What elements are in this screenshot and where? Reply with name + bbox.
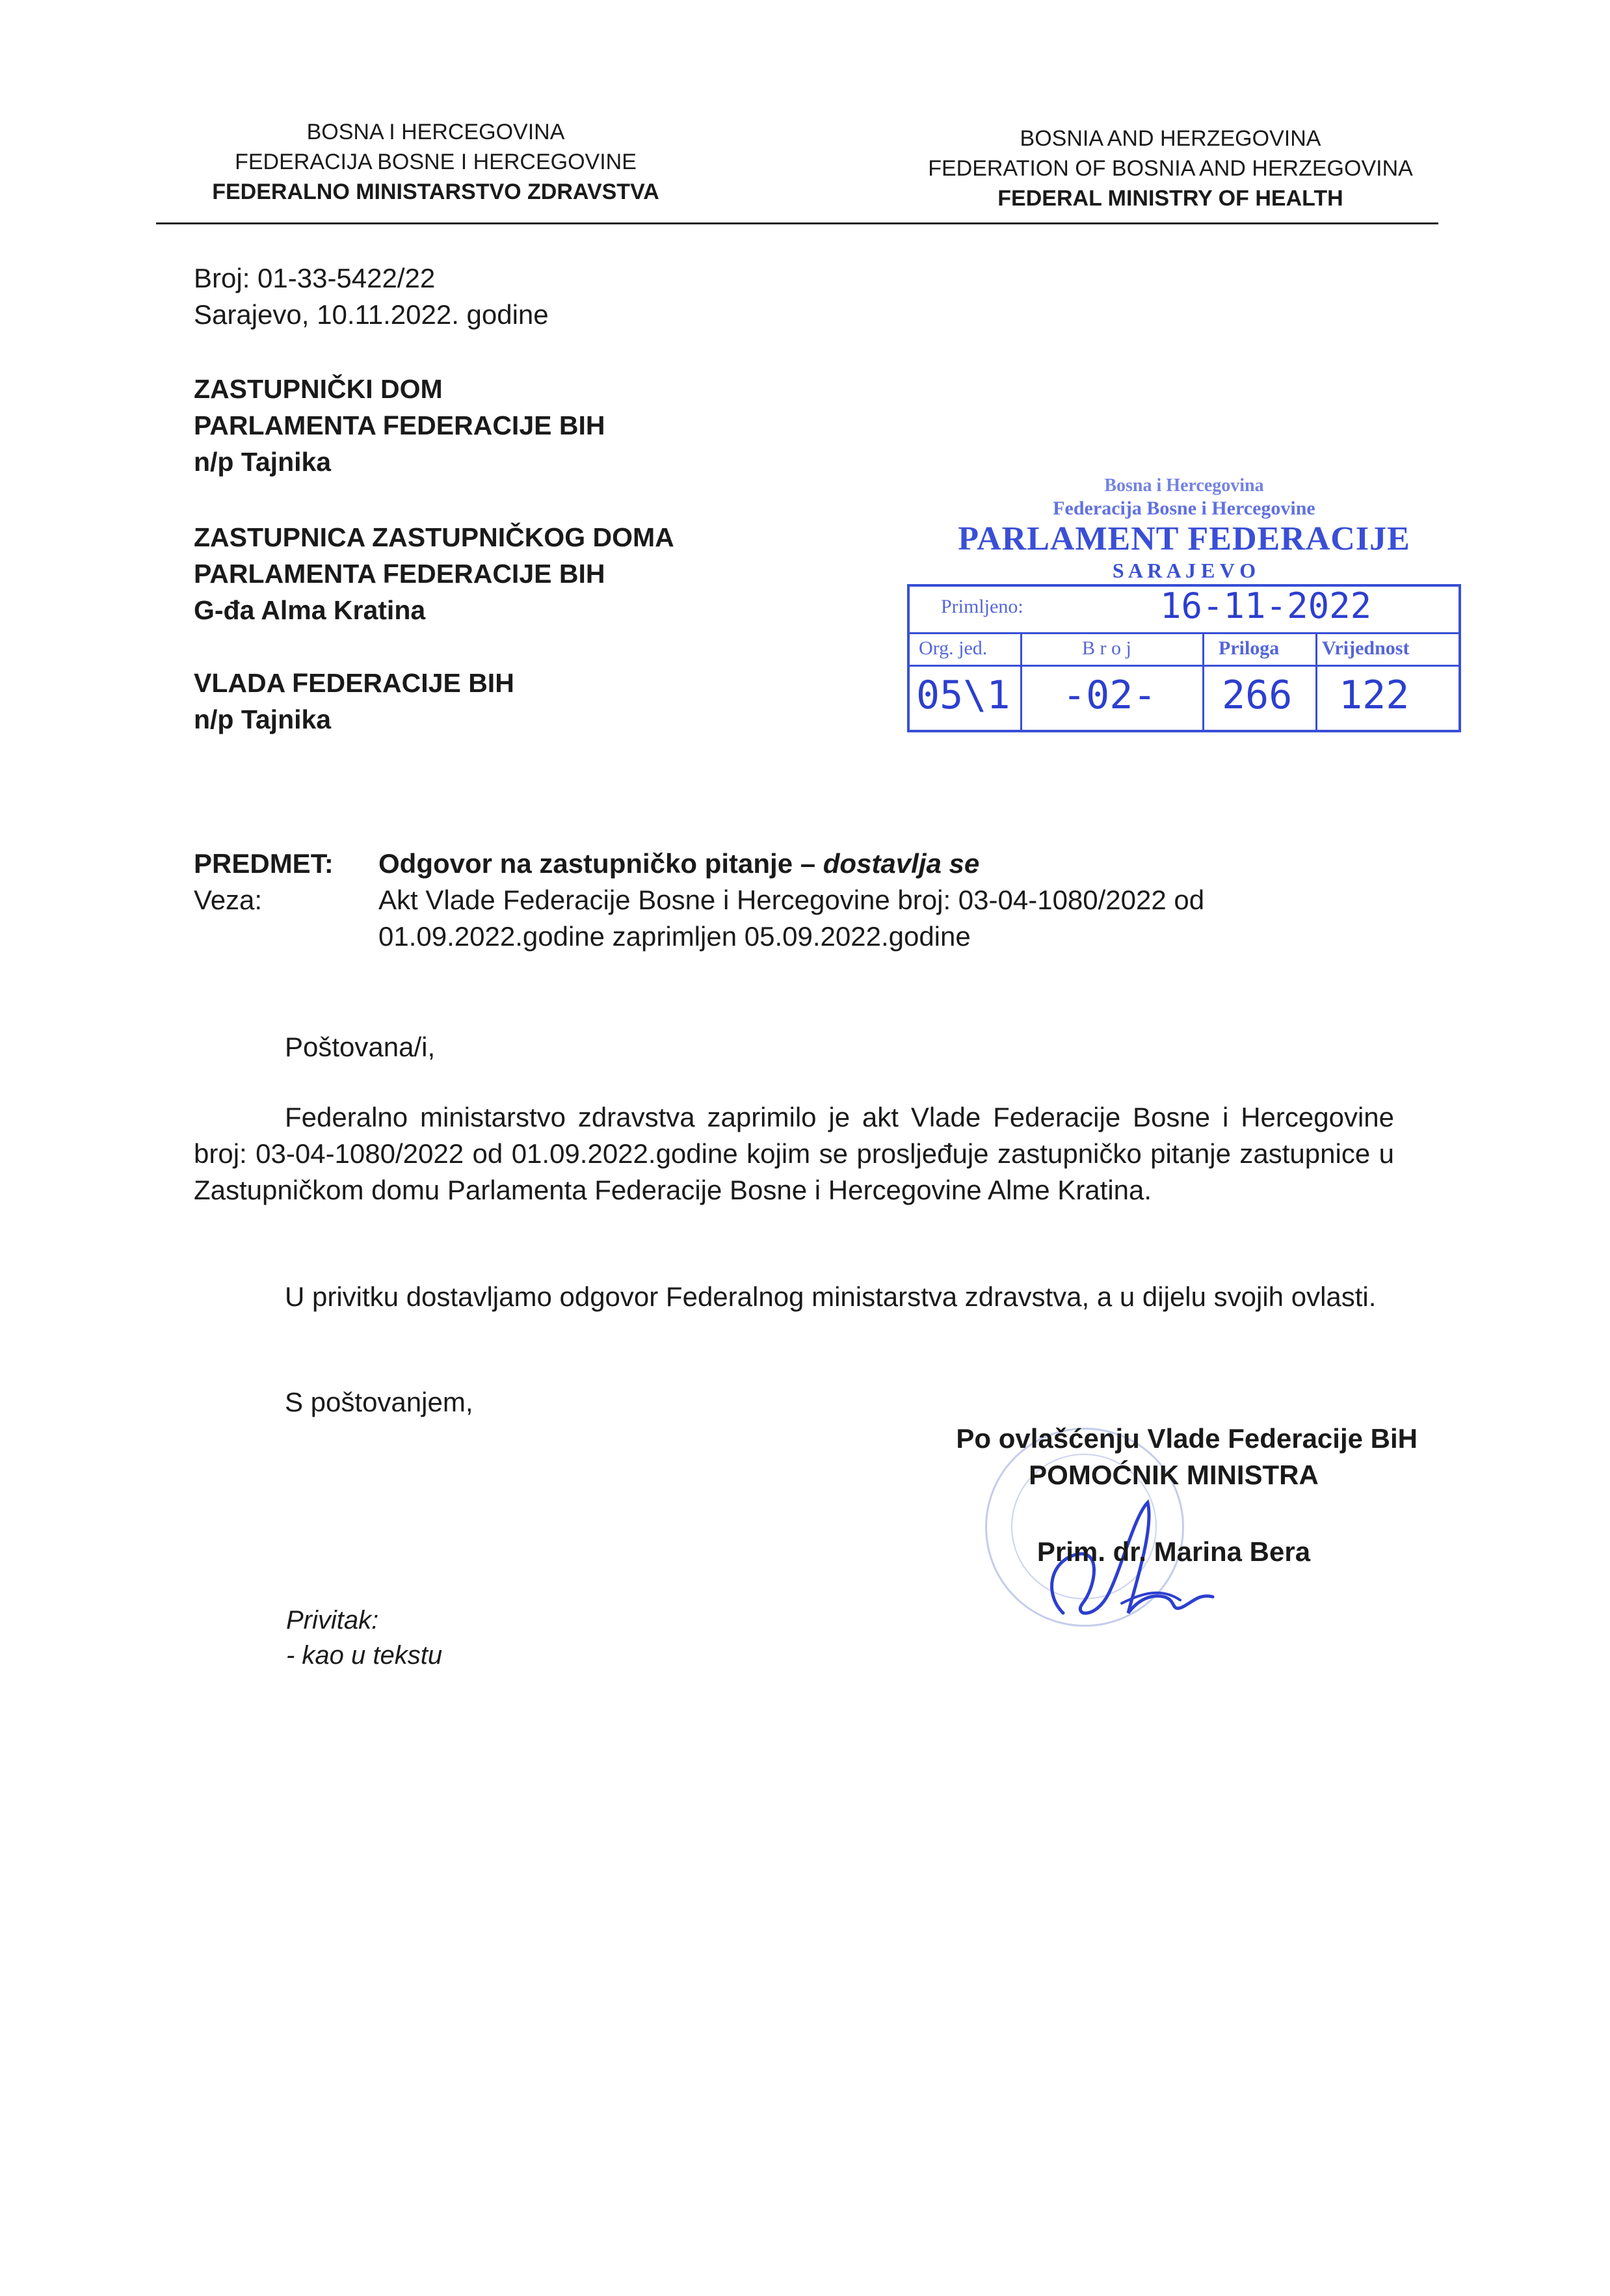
header-right-line3: FEDERAL MINISTRY OF HEALTH	[997, 186, 1343, 211]
attachment-item: - kao u tekstu	[286, 1641, 443, 1670]
stamp-col1-value: 05\1	[916, 673, 1010, 718]
attachment-label: Privitak:	[286, 1606, 379, 1635]
stamp-received-date: 16-11-2022	[1160, 585, 1372, 626]
stamp-cell-divider-3	[1315, 634, 1317, 732]
stamp-col3-label: Priloga	[1219, 637, 1280, 659]
stamp-col1-label: Org. jed.	[919, 637, 988, 659]
reference-line2: 01.09.2022.godine zaprimljen 05.09.2022.godine	[378, 921, 971, 952]
header-left-line2: FEDERACIJA BOSNE I HERCEGOVINE	[235, 150, 637, 174]
recipient-2-line1: ZASTUPNICA ZASTUPNIČKOG DOMA	[194, 522, 674, 552]
document-number: Broj: 01-33-5422/22	[194, 263, 436, 293]
header-divider	[156, 222, 1438, 224]
registry-stamp-header	[907, 475, 1461, 583]
paragraph-1-text: Federalno ministarstvo zdravstva zaprimilo je akt Vlade Federacije Bosne i Hercegovine broj: 03-04-1080/2022 od 01.09.2022.godine kojim se prosljeđuje zastupničko pitanje zastupnice u Zastupničkom domu Parlamenta Federacije Bosne i Hercegovine Alme Kratina.	[194, 1102, 1394, 1205]
stamp-received-label: Primljeno:	[941, 596, 1023, 617]
paragraph-2-text: U privitku dostavljamo odgovor Federalnog ministarstva zdravstva, a u dijelu svojih ovlasti.	[285, 1281, 1377, 1312]
signature-line2: POMOĆNIK MINISTRA	[1029, 1460, 1319, 1490]
stamp-col2-value: -02-	[1062, 673, 1157, 718]
recipient-2-line2: PARLAMENTA FEDERACIJE BIH	[194, 559, 605, 589]
stamp-col2-label: B r o j	[1082, 637, 1131, 659]
header-left-line3: FEDERALNO MINISTARSTVO ZDRAVSTVA	[212, 180, 659, 204]
salutation: Poštovana/i,	[285, 1032, 436, 1062]
stamp-line4: S A R A J E V O	[1112, 559, 1256, 582]
stamp-col4-value: 122	[1339, 673, 1410, 718]
stamp-line3: PARLAMENT FEDERACIJE	[958, 520, 1410, 557]
reference-label: Veza:	[194, 885, 263, 915]
subject-text: Odgovor na zastupničko pitanje –	[378, 848, 816, 879]
recipient-2	[194, 519, 674, 628]
header-right-line1: BOSNIA AND HERZEGOVINA	[1020, 126, 1321, 151]
stamp-cell-divider-2	[1202, 634, 1204, 732]
recipient-2-line3: G-đa Alma Kratina	[194, 595, 426, 625]
stamp-line2: Federacija Bosne i Hercegovine	[1053, 498, 1315, 519]
header-left-line1: BOSNA I HERCEGOVINA	[306, 120, 565, 144]
stamp-col4-label: Vrijednost	[1322, 637, 1410, 659]
paragraph-2	[194, 1279, 1394, 1315]
recipient-3-line2: n/p Tajnika	[194, 704, 332, 734]
closing: S poštovanjem,	[285, 1387, 473, 1417]
paragraph-1	[194, 1099, 1394, 1208]
header-left	[156, 117, 715, 207]
document-meta	[194, 260, 549, 333]
stamp-col3-value: 266	[1222, 673, 1293, 718]
signature-line1: Po ovlašćenju Vlade Federacije BiH	[956, 1423, 1418, 1454]
subject-label: PREDMET:	[194, 848, 334, 879]
stamp-line1: Bosna i Hercegovina	[1104, 475, 1264, 496]
stamp-cell-divider-1	[1020, 634, 1022, 732]
header-right-line2: FEDERATION OF BOSNIA AND HERZEGOVINA	[928, 156, 1413, 181]
signature-line3: Prim. dr. Marina Bera	[1036, 1536, 1311, 1567]
document-place-date: Sarajevo, 10.11.2022. godine	[194, 299, 549, 330]
subject-block	[194, 846, 1429, 955]
subject-text-italic: dostavlja se	[823, 848, 980, 879]
recipient-1	[194, 371, 605, 480]
header-right	[884, 124, 1457, 213]
registry-stamp-box	[907, 584, 1461, 732]
attachment-block	[286, 1603, 442, 1673]
reference-line1: Akt Vlade Federacije Bosne i Hercegovine broj: 03-04-1080/2022 od	[378, 885, 1205, 915]
recipient-3	[194, 665, 514, 738]
recipient-1-line1: ZASTUPNIČKI DOM	[194, 374, 443, 404]
signature-block	[845, 1421, 1431, 1570]
recipient-3-line1: VLADA FEDERACIJE BIH	[194, 668, 514, 698]
recipient-1-line2: PARLAMENTA FEDERACIJE BIH	[194, 410, 605, 440]
recipient-1-line3: n/p Tajnika	[194, 447, 332, 477]
